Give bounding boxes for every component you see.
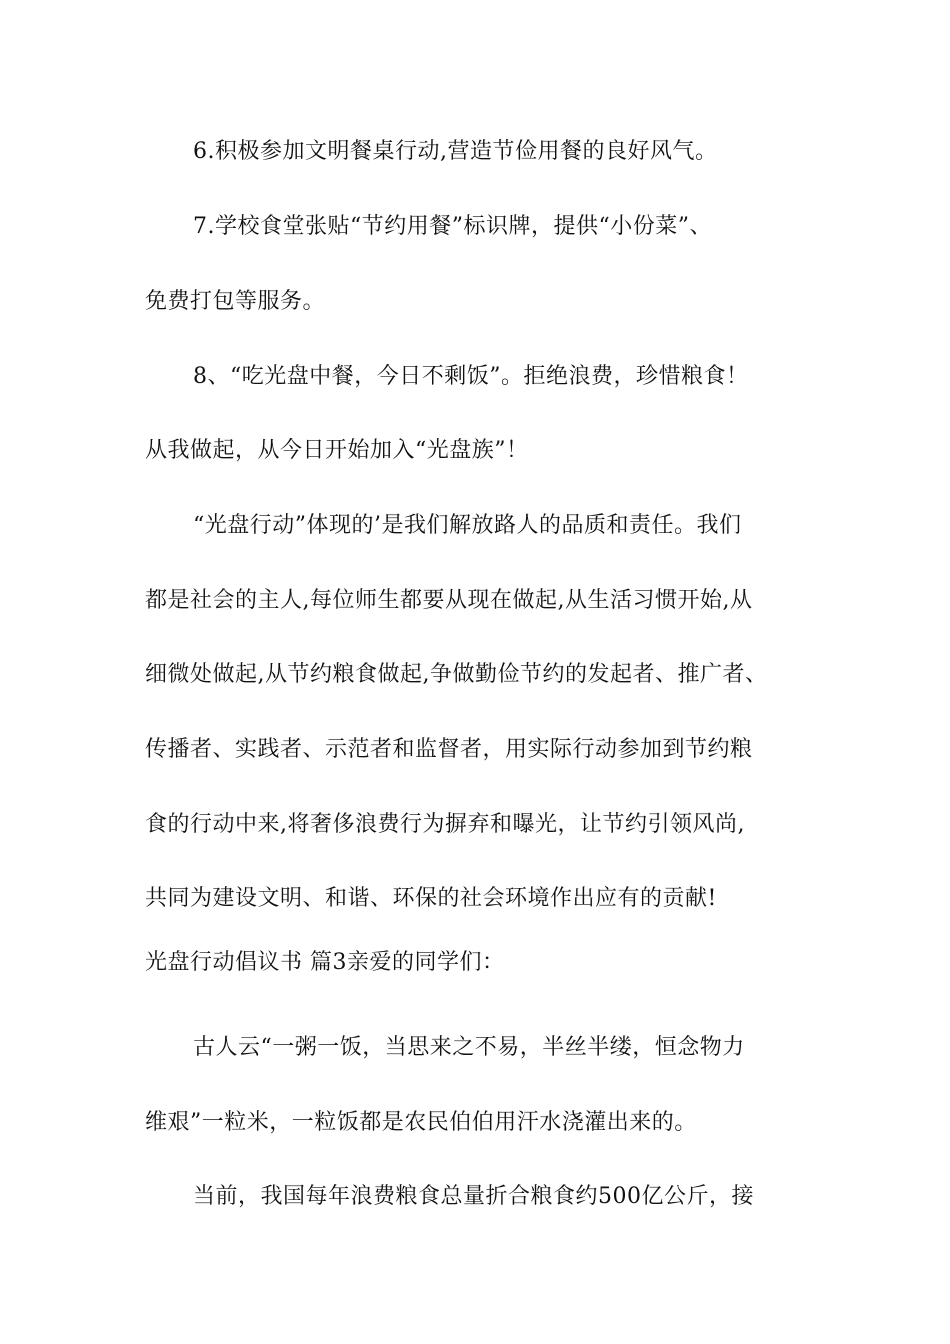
text-line-5: 从我做起，从今日开始加入“光盘族”！ xyxy=(145,438,529,463)
text-line-12: 古人云“一粥一饭，当思来之不易，半丝半缕，恒念物力 xyxy=(193,1035,745,1060)
text-line-3: 免费打包等服务。 xyxy=(145,289,326,314)
text-line-4: 8、“吃光盘中餐，今日不剩饭”。拒绝浪费，珍惜粮食！ xyxy=(193,364,749,389)
text-line-14: 当前，我国每年浪费粮食总量折合粮食约500亿公斤，接 xyxy=(193,1184,754,1209)
text-line-10: 食的行动中来,将奢侈浪费行为摒弃和曝光，让节约引领风尚, xyxy=(145,812,745,837)
text-line-13: 维艰”一粒米，一粒饭都是农民伯伯用汗水浇灌出来的。 xyxy=(145,1110,697,1135)
text-line-7: 都是社会的主人,每位师生都要从现在做起,从生活习惯开始,从 xyxy=(145,588,753,613)
section-heading: 光盘行动倡议书 篇3亲爱的同学们： xyxy=(145,950,505,975)
text-line-2: 7.学校食堂张贴“节约用餐”标识牌，提供“小份菜”、 xyxy=(193,214,712,239)
text-line-1: 6.积极参加文明餐桌行动,营造节俭用餐的良好风气。 xyxy=(193,139,718,164)
text-line-11: 共同为建设文明、和谐、环保的社会环境作出应有的贡献! xyxy=(145,886,717,911)
text-line-9: 传播者、实践者、示范者和监督者，用实际行动参加到节约粮 xyxy=(145,737,753,762)
text-line-8: 细微处做起,从节约粮食做起,争做勤俭节约的发起者、推广者、 xyxy=(145,662,768,687)
text-line-6: “光盘行动”体现的’是我们解放路人的品质和责任。我们 xyxy=(193,513,742,538)
